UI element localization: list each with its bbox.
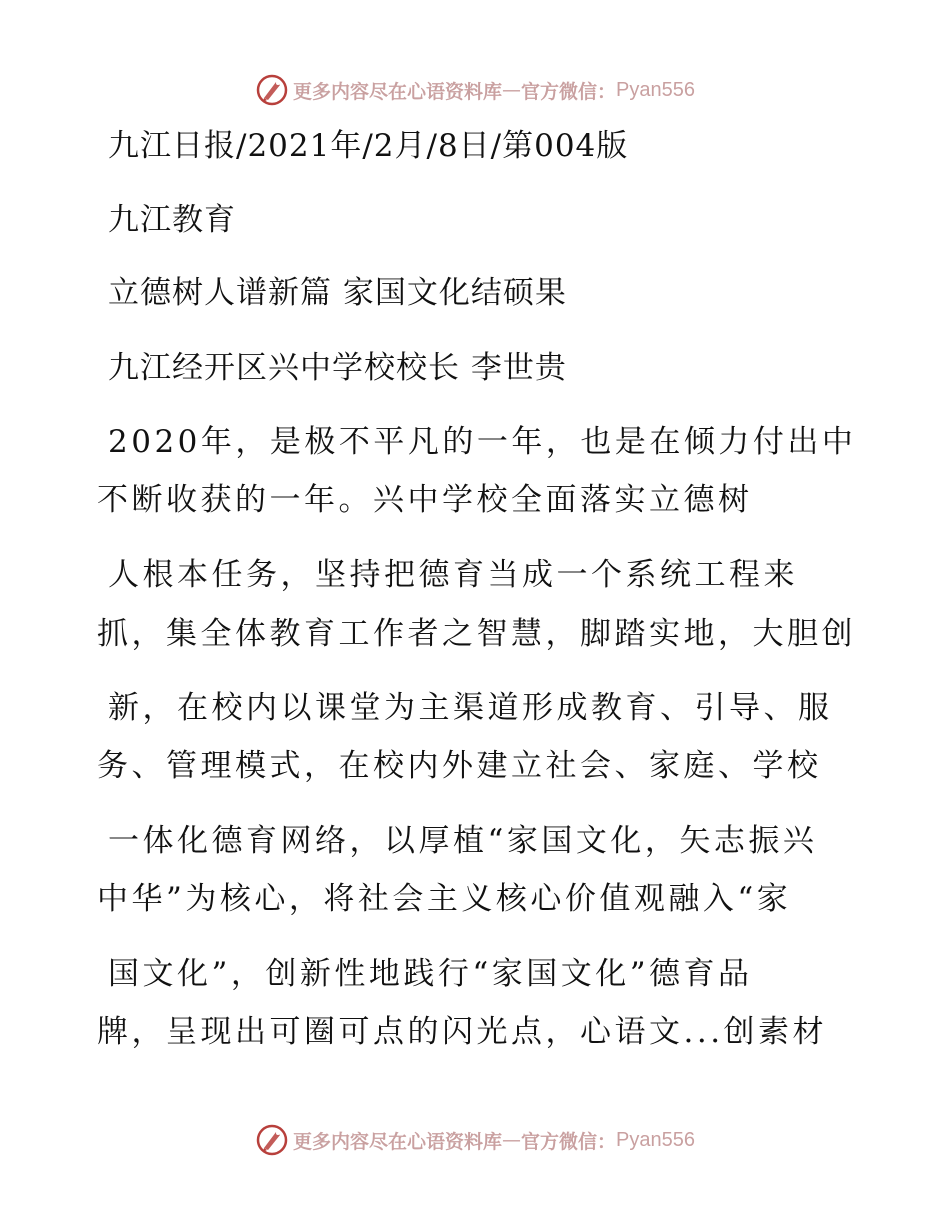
watermark-separator: — bbox=[502, 1129, 522, 1151]
body-text-line: 国文化”，创新性地践行“家国文化”德育品 bbox=[108, 956, 753, 992]
article-author: 九江经开区兴中学校校长 李世贵 bbox=[108, 350, 567, 386]
body-text-line: 人根本任务，坚持把德育当成一个系统工程来 bbox=[108, 557, 798, 593]
watermark-separator: — bbox=[502, 79, 522, 101]
watermark-wechat-label: 官方微信： bbox=[521, 80, 617, 103]
body-text-line: 务、管理模式，在校内外建立社会、家庭、学校 bbox=[97, 748, 822, 784]
watermark-banner-top bbox=[0, 70, 950, 110]
body-text-line: 2020年，是极不平凡的一年，也是在倾力付出中 bbox=[108, 424, 857, 460]
watermark-wechat-label: 官方微信： bbox=[521, 1130, 617, 1153]
section-name: 九江教育 bbox=[108, 202, 236, 238]
body-text-line: 新，在校内以课堂为主渠道形成教育、引导、服 bbox=[108, 690, 833, 726]
body-text-line: 中华”为核心，将社会主义核心价值观融入“家 bbox=[97, 881, 792, 917]
body-text-line: 一体化德育网络，以厚植“家国文化，矢志振兴 bbox=[108, 823, 818, 859]
body-text-line: 牌，呈现出可圈可点的闪光点，心语文...创素材 bbox=[97, 1014, 828, 1050]
watermark-wechat-id: Pyan556 bbox=[616, 78, 695, 101]
pen-logo-icon bbox=[255, 1123, 289, 1157]
watermark-text: 更多内容尽在心语资料库 bbox=[293, 80, 503, 103]
watermark-wechat-id: Pyan556 bbox=[616, 1128, 695, 1151]
watermark-banner-bottom bbox=[0, 1120, 950, 1160]
pen-logo-icon bbox=[255, 73, 289, 107]
article-title: 立德树人谱新篇 家国文化结硕果 bbox=[108, 275, 567, 311]
watermark-text: 更多内容尽在心语资料库 bbox=[293, 1130, 503, 1153]
body-text-line: 不断收获的一年。兴中学校全面落实立德树 bbox=[97, 482, 753, 518]
body-text-line: 抓，集全体教育工作者之智慧，脚踏实地，大胆创 bbox=[97, 616, 856, 652]
newspaper-source-line: 九江日报/2021年/2月/8日/第004版 bbox=[108, 128, 629, 164]
